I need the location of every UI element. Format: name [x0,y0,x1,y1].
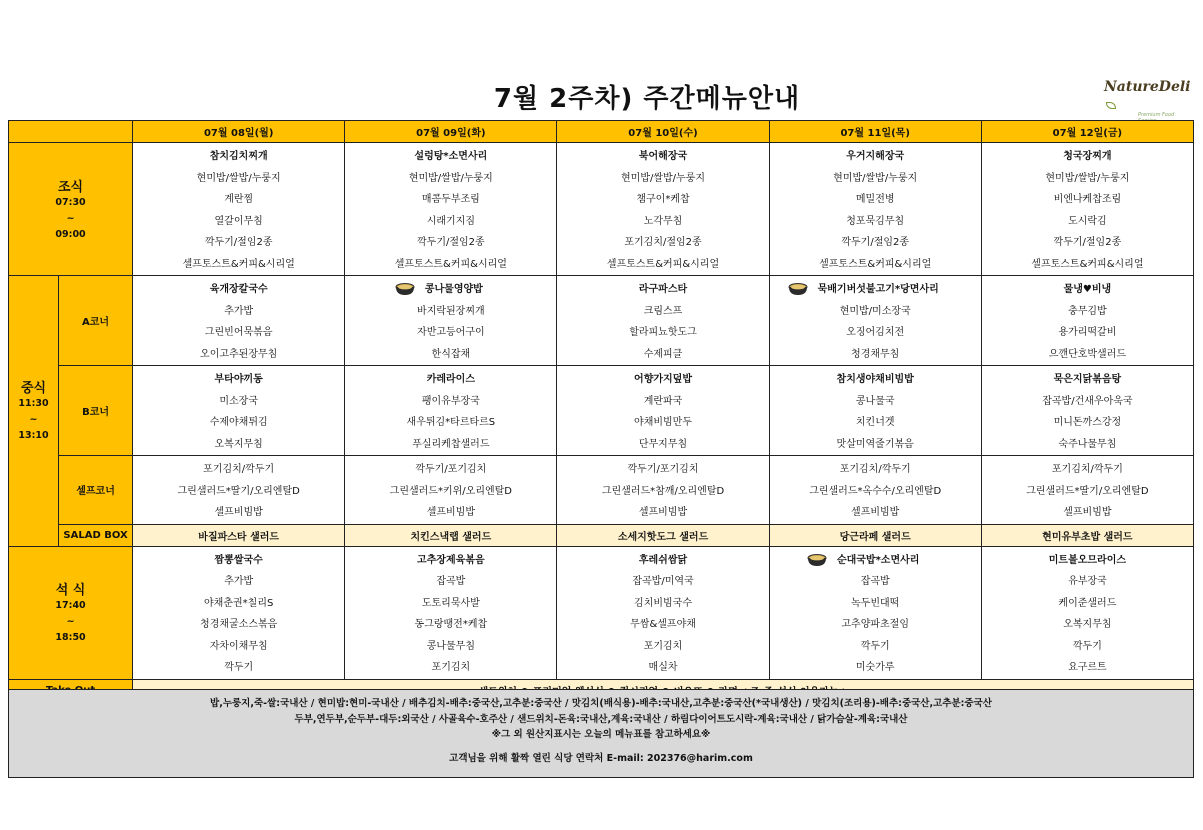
menu-text: 참치생야채비빔밥 [836,374,914,385]
menu-item [345,657,556,679]
day-header: 07월 08일(월) [133,121,345,143]
menu-text: 자차이채무침 [209,640,268,652]
menu-text: 셀프토스트&커피&시리얼 [606,258,720,270]
menu-text: 비엔나케찹조림 [1053,194,1122,205]
main-dish [345,279,556,301]
main-dish [133,369,344,391]
menu-text: 현미밥/쌀밥/누룽지 [833,172,918,184]
menu-text: 북어해장국 [638,151,688,162]
menu-text: 포기김치/깍두기 [203,464,275,475]
menu-text: 할라피뇨핫도그 [629,327,697,338]
dinner-label [9,546,133,679]
menu-text: 단무지무침 [638,438,688,450]
main-dish [133,550,344,572]
menu-text: 청경채굴소스볶음 [200,619,278,630]
menu-text: 참치김치찌개 [209,151,268,162]
menu-text: 동그랑땡전*케찹 [414,619,488,630]
menu-item [345,232,556,254]
contact-info: 고객님을 위해 활짝 열린 식당 연락처 E-mail: 202376@harim.com [449,752,753,764]
time-end: 18:50 [55,632,86,643]
main-dish [557,279,768,301]
menu-item [557,571,768,593]
main-dish [345,146,556,168]
menu-text: 그린샐러드*옥수수/오리엔탈D [809,485,942,497]
weekly-menu-table [8,120,1194,702]
menu-item [770,593,981,615]
menu-text: 그린빈어묵볶음 [204,327,273,338]
menu-item [982,391,1193,413]
menu-item [770,391,981,413]
menu-item [982,412,1193,434]
time-start: 17:40 [55,600,86,611]
menu-item [345,254,556,276]
menu-text: 그린샐러드*키위/오리엔탈D [389,485,513,497]
day-header: 07월 11일(목) [769,121,981,143]
menu-text: 순대국밥*소면사리 [836,554,920,566]
menu-item [345,412,556,434]
menu-text: 매콤두부조림 [421,194,480,205]
main-dish [770,279,981,301]
menu-text: 카레라이스 [426,374,475,385]
menu-text: 시래기지짐 [426,215,475,227]
menu-item [133,391,344,413]
menu-text: 부타야끼동 [214,374,263,385]
menu-text: 깍두기/절임2종 [1053,237,1122,248]
soup-bowl-icon [807,553,827,567]
main-dish [982,146,1193,168]
menu-item [345,189,556,211]
menu-text: 메밀전병 [855,194,895,205]
soup-bowl-icon [395,282,415,296]
menu-text: 물냉♥비냉 [1063,284,1112,295]
menu-text: 셀프토스트&커피&시리얼 [819,258,932,270]
menu-text: 잡곡밥/건새우아욱국 [1042,395,1133,407]
a-corner-cell [769,276,981,366]
menu-item [133,593,344,615]
menu-item [982,254,1193,276]
menu-item [770,168,981,190]
self-corner-cell [769,456,981,525]
main-dish [982,369,1193,391]
menu-text: 팽이유부장국 [421,395,480,407]
menu-text: 깍두기 [224,662,254,673]
menu-item [982,344,1193,366]
menu-text: 미소장국 [219,395,258,407]
b-corner-cell [133,366,345,456]
main-dish [557,550,768,572]
menu-item [133,614,344,636]
menu-item [557,168,768,190]
meal-name: 중식 [20,381,47,397]
menu-text: 자반고등어구이 [417,327,485,338]
menu-item [345,459,556,481]
menu-item [982,502,1193,524]
menu-item [770,412,981,434]
time-start: 11:30 [18,398,49,410]
menu-text: 오복지무침 [1063,619,1112,630]
menu-item [982,434,1193,456]
menu-item [133,657,344,679]
menu-item [557,502,768,524]
logo-subtitle: Premium Food [1138,112,1175,118]
menu-text: 오이고추된장무침 [200,348,278,360]
breakfast-day-cell [345,143,557,276]
menu-item [982,657,1193,679]
menu-item [982,189,1193,211]
meal-name: 석 식 [55,583,86,598]
menu-text: 청국장찌개 [1063,151,1112,162]
dinner-day-cell [769,546,981,679]
origin-notice [8,689,1194,778]
day-header: 07월 10일(수) [557,121,769,143]
menu-text: 그린샐러드*참깨/오리엔탈D [601,485,725,497]
menu-item [770,211,981,233]
menu-text: 바지락된장찌개 [417,305,485,317]
meal-name: 조식 [57,179,84,195]
leaf-icon [1106,102,1116,109]
menu-item [770,657,981,679]
menu-item [770,344,981,366]
menu-text: 도시락김 [1068,215,1107,227]
menu-text: 현미밥/쌀밥/누룽지 [621,172,706,184]
salad-cell: 바질파스타 샐러드 [133,524,345,546]
menu-item [345,434,556,456]
menu-text: 챔구이*케찹 [636,194,690,205]
menu-item [770,434,981,456]
menu-item [133,344,344,366]
menu-item [557,391,768,413]
menu-item [557,657,768,679]
menu-item [982,168,1193,190]
menu-text: 오복지무침 [214,438,263,450]
menu-text: 김치비빔국수 [634,597,692,609]
a-corner-cell [133,276,345,366]
menu-item [345,301,556,323]
menu-text: 셀프비빔밥 [638,507,688,518]
menu-text: 깍두기 [860,640,890,652]
menu-text: 수제야채튀김 [209,417,268,428]
time-end: 13:10 [18,430,49,442]
menu-item [133,189,344,211]
menu-item [770,459,981,481]
menu-text: 포기김치 [643,640,683,652]
menu-item [557,344,768,366]
main-dish [982,279,1193,301]
menu-item [557,412,768,434]
menu-text: 계란찜 [224,194,254,205]
menu-text: 깍두기/절임2종 [204,237,273,248]
menu-item [982,211,1193,233]
salad-cell: 당근라페 샐러드 [769,524,981,546]
menu-text: 현미밥/미소장국 [839,305,911,317]
salad-cell: 현미유부초밥 샐러드 [981,524,1193,546]
menu-text: 육개장칼국수 [209,284,268,295]
menu-text: 요구르트 [1068,662,1107,673]
menu-text: 현미밥/쌀밥/누룽지 [1045,172,1130,184]
corner-header [9,121,133,143]
menu-text: 청경채무침 [851,348,900,360]
menu-text: 맛살미역줄기볶음 [836,438,914,450]
menu-item [345,391,556,413]
menu-item [345,593,556,615]
menu-text: 숙주나물무침 [1058,438,1117,450]
menu-text: 으깬단호박샐러드 [1048,348,1127,360]
b-corner-cell [557,366,769,456]
menu-item [557,254,768,276]
logo-brand: NatureDeli [1104,79,1191,95]
menu-item [770,614,981,636]
menu-text: 현미밥/쌀밥/누룽지 [196,172,281,184]
menu-text: 크림스프 [643,305,683,317]
menu-item [982,636,1193,658]
menu-text: 잡곡밥/미역국 [632,576,694,587]
menu-item [557,459,768,481]
menu-item [982,301,1193,323]
a-corner-cell [345,276,557,366]
day-header: 07월 12일(금) [981,121,1193,143]
a-corner-cell [557,276,769,366]
menu-text: 미트볼오므라이스 [1048,554,1127,566]
menu-item [133,434,344,456]
menu-item [982,614,1193,636]
salad-box-label: SALAD BOX [59,524,133,546]
dinner-day-cell [345,546,557,679]
menu-item [770,232,981,254]
menu-text: 고추장제육볶음 [417,554,485,566]
menu-item [557,636,768,658]
menu-item [133,459,344,481]
menu-text: 어향가지덮밥 [634,374,692,385]
menu-text: 셀프토스트&커피&시리얼 [1031,258,1144,270]
menu-item [133,301,344,323]
menu-text: 셀프비빔밥 [214,507,263,518]
menu-item [982,481,1193,503]
menu-text: 포기김치/깍두기 [839,464,911,475]
menu-item [557,301,768,323]
menu-item [133,502,344,524]
menu-item [982,232,1193,254]
menu-item [770,636,981,658]
menu-item [557,232,768,254]
menu-item [345,636,556,658]
breakfast-day-cell [981,143,1193,276]
menu-text: 열갈이무침 [214,215,263,227]
menu-text: 묵은지닭볶음탕 [1053,374,1122,385]
menu-text: 노각무침 [643,215,683,227]
menu-text: 그린샐러드*딸기/오리엔탈D [177,485,300,497]
main-dish [345,550,556,572]
menu-text: 짬뽕쌀국수 [214,554,263,566]
main-dish [133,146,344,168]
self-corner-cell [557,456,769,525]
main-dish [770,550,981,572]
menu-item [982,593,1193,615]
menu-text: 유부장국 [1068,576,1107,587]
menu-text: 깍두기 [1072,640,1102,652]
menu-item [133,636,344,658]
b-corner-cell [345,366,557,456]
menu-item [982,459,1193,481]
breakfast-day-cell [133,143,345,276]
menu-item [133,412,344,434]
dinner-day-cell [557,546,769,679]
menu-text: 포기김치/절임2종 [624,237,702,248]
menu-item [345,322,556,344]
b-corner-cell [769,366,981,456]
menu-item [982,322,1193,344]
menu-text: 수제피클 [643,348,683,360]
page-title: 7월 2주차) 주간메뉴안내 [493,84,801,114]
time-sep: ~ [66,212,75,224]
menu-item [770,481,981,503]
self-corner-cell [345,456,557,525]
menu-item [770,301,981,323]
menu-item [345,502,556,524]
self-corner-label: 셀프코너 [59,456,133,525]
dinner-day-cell [981,546,1193,679]
menu-item [770,322,981,344]
menu-text: 콩나물국 [855,395,895,407]
menu-text: 포기김치 [431,662,471,673]
menu-text: 치킨너겟 [855,417,895,428]
menu-item [557,593,768,615]
menu-item [133,211,344,233]
menu-text: 깍두기/절임2종 [417,237,485,248]
salad-cell: 소세지핫도그 샐러드 [557,524,769,546]
menu-text: 충무김밥 [1068,305,1107,317]
menu-text: 매실차 [648,662,678,673]
menu-text: 라구파스타 [638,284,688,295]
origin-line: 밥,누룽지,죽-쌀:국내산 / 현미밥:현미-국내산 / 배추김치-배추:중국산,고추분:중국산 / 맛김치(배식용)-배추:국내산,고추분:중국산(*국내생산) / 맛김치(조리용)-배추:중국산,고추분:중국산 [210,698,992,709]
self-corner-cell [133,456,345,525]
menu-text: 깍두기/포기김치 [627,464,699,475]
menu-text: 콩나물무침 [426,640,475,652]
menu-text: 고추양파초절임 [841,619,909,630]
menu-item [345,344,556,366]
menu-text: 셀프비빔밥 [1063,507,1112,518]
menu-text: 오징어김치전 [846,327,905,338]
soup-bowl-icon [788,282,808,296]
menu-item [345,168,556,190]
menu-text: 셀프비빔밥 [851,507,900,518]
lunch-label [9,276,59,547]
menu-text: 우거지해장국 [846,151,905,162]
main-dish [133,279,344,301]
menu-text: 새우튀김*타르타르S [406,417,496,428]
menu-item [557,322,768,344]
main-dish [770,369,981,391]
main-dish [557,369,768,391]
breakfast-day-cell [769,143,981,276]
menu-item [557,614,768,636]
menu-text: 설렁탕*소면사리 [414,151,488,162]
time-sep: ~ [66,616,75,627]
main-dish [557,146,768,168]
time-start: 07:30 [55,196,86,208]
menu-item [557,434,768,456]
menu-item [770,571,981,593]
menu-text: 그린샐러드*딸기/오리엔탈D [1026,485,1149,497]
menu-item [345,481,556,503]
menu-text: 셀프토스트&커피&시리얼 [182,258,295,270]
menu-text: 용가리떡갈비 [1058,327,1117,338]
breakfast-label [9,143,133,276]
menu-item [770,189,981,211]
menu-item [345,614,556,636]
breakfast-day-cell [557,143,769,276]
menu-text: 야채춘권*칠리S [204,597,274,609]
menu-item [982,571,1193,593]
menu-item [133,232,344,254]
menu-item [133,571,344,593]
menu-item [557,189,768,211]
salad-cell: 치킨스낵랩 샐러드 [345,524,557,546]
menu-text: 콩나물영양밥 [424,284,483,295]
menu-text: 추가밥 [224,305,254,317]
time-sep: ~ [29,414,38,426]
menu-item [133,322,344,344]
main-dish [770,146,981,168]
day-header: 07월 09일(화) [345,121,557,143]
menu-text: 미니돈까스강정 [1053,417,1122,428]
menu-text: 셀프비빔밥 [426,507,475,518]
menu-text: 야채비빔만두 [634,417,692,428]
menu-text: 잡곡밥 [436,576,466,587]
menu-text: 푸실리케찹샐러드 [412,438,490,450]
menu-text: 케이준샐러드 [1058,597,1117,609]
time-end: 09:00 [55,228,86,240]
menu-item [133,168,344,190]
a-corner-label: A코너 [59,276,133,366]
menu-text: 후레쉬쌈닭 [638,554,688,566]
menu-text: 미숫가루 [855,662,895,673]
menu-text: 녹두빈대떡 [851,597,900,609]
origin-note: ※그 외 원산지표시는 오늘의 메뉴표를 참고하세요※ [491,729,711,740]
menu-text: 한식잡채 [431,348,471,360]
menu-item [770,254,981,276]
dinner-day-cell [133,546,345,679]
menu-text: 포기김치/깍두기 [1051,464,1123,475]
main-dish [345,369,556,391]
menu-text: 현미밥/쌀밥/누룽지 [408,172,493,184]
a-corner-cell [981,276,1193,366]
menu-text: 청포묵김무침 [846,215,905,227]
b-corner-cell [981,366,1193,456]
menu-text: 추가밥 [224,576,254,587]
menu-text: 깍두기/포기김치 [415,464,487,475]
menu-text: 도토리묵사발 [421,597,480,609]
menu-item [770,502,981,524]
menu-text: 잡곡밥 [860,576,890,587]
menu-text: 계란파국 [643,395,683,407]
menu-item [345,571,556,593]
menu-item [557,481,768,503]
self-corner-cell [981,456,1193,525]
menu-item [345,211,556,233]
origin-line: 두부,연두부,순두부-대두:외국산 / 사골육수-호주산 / 샌드위치-돈육:국내산,계육:국내산 / 하림다이어트도시락-계육:국내산 / 닭가슴살-계육:국내산 [294,713,908,725]
menu-item [133,481,344,503]
menu-item [133,254,344,276]
menu-text: 셀프토스트&커피&시리얼 [394,258,507,270]
b-corner-label: B코너 [59,366,133,456]
menu-text: 무쌈&셀프야채 [630,619,696,630]
menu-text: 묵배기버섯불고기*당면사리 [817,284,939,295]
main-dish [982,550,1193,572]
menu-text: 깍두기/절임2종 [841,237,910,248]
menu-item [557,211,768,233]
